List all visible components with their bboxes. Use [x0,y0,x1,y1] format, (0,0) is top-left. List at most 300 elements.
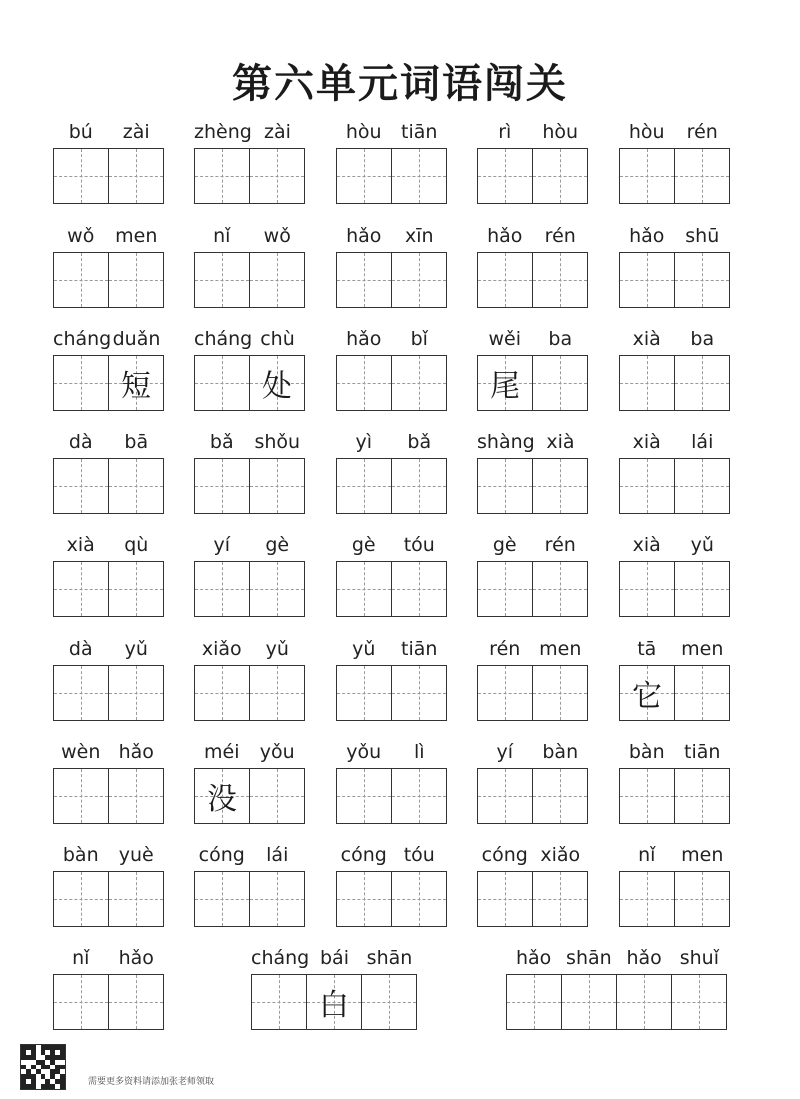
writing-cell[interactable] [108,768,164,824]
pinyin-syllable: hòu [542,121,579,143]
printed-character [337,149,391,203]
pinyin-syllable: hǎo [346,328,382,350]
writing-cell[interactable] [674,561,730,617]
writing-cell[interactable] [477,561,533,617]
printed-character: 尾 [490,369,520,404]
writing-cell[interactable] [532,768,588,824]
pinyin-syllable: nǐ [638,844,656,866]
writing-cell[interactable] [53,355,109,411]
printed-character [478,872,532,926]
writing-cell[interactable] [506,974,562,1030]
pinyin-syllable: hòu [628,121,665,143]
printed-character [54,872,108,926]
pinyin-label [53,946,164,970]
writing-cell[interactable] [108,665,164,721]
pinyin-syllable: yuè [118,844,154,866]
pinyin-syllable: shàng [477,431,535,453]
writing-cell[interactable] [391,871,447,927]
pinyin-label [619,740,730,764]
printed-character [250,872,304,926]
writing-cell[interactable] [336,768,392,824]
printed-character [675,253,729,307]
footer [20,1044,780,1094]
writing-cell[interactable] [249,355,305,411]
tian-zi-ge-boxes [619,561,730,617]
writing-cell[interactable] [477,252,533,308]
writing-cell[interactable] [619,148,675,204]
pinyin-syllable: shān [366,947,413,969]
pinyin-syllable: bǎ [407,431,432,453]
tian-zi-ge-boxes [477,768,588,824]
tian-zi-ge-boxes [194,768,305,824]
writing-cell[interactable] [532,561,588,617]
writing-cell[interactable] [674,871,730,927]
pinyin-syllable: tóu [403,844,435,866]
printed-character [617,975,671,1029]
tian-zi-ge-boxes [619,355,730,411]
pinyin-syllable: qù [124,534,149,556]
pinyin-syllable: ba [548,328,573,350]
writing-cell[interactable] [477,665,533,721]
tian-zi-ge-boxes [194,355,305,411]
pinyin-label [477,430,588,454]
tian-zi-ge-boxes [336,252,447,308]
writing-cell[interactable] [674,355,730,411]
printed-character [195,356,249,410]
printed-character [533,149,587,203]
pinyin-syllable: hǎo [629,225,665,247]
pinyin-syllable: ba [690,328,715,350]
printed-character [337,356,391,410]
printed-character [533,459,587,513]
printed-character [675,459,729,513]
printed-character [337,872,391,926]
printed-character: 白 [319,988,349,1023]
writing-cell[interactable] [194,561,250,617]
pinyin-label [336,430,447,454]
writing-cell[interactable] [53,768,109,824]
printed-character [195,253,249,307]
printed-character [337,459,391,513]
pinyin-syllable: rén [544,534,576,556]
pinyin-syllable: bàn [628,741,665,763]
pinyin-syllable: yǒu [259,741,295,763]
pinyin-syllable: méi [204,741,240,763]
pinyin-syllable: tā [637,638,657,660]
pinyin-label [619,327,730,351]
pinyin-syllable: shǒu [254,431,301,453]
writing-cell[interactable] [336,871,392,927]
printed-character [478,149,532,203]
pinyin-label [194,533,305,557]
printed-character [109,562,163,616]
writing-cell[interactable] [249,252,305,308]
pinyin-syllable: hǎo [118,947,154,969]
writing-cell[interactable] [108,871,164,927]
writing-cell[interactable] [619,355,675,411]
pinyin-syllable: wǒ [263,225,291,247]
writing-cell[interactable] [477,768,533,824]
pinyin-label [477,533,588,557]
printed-character [109,769,163,823]
printed-character [337,253,391,307]
writing-cell[interactable] [194,355,250,411]
printed-character [620,459,674,513]
printed-character [54,253,108,307]
pinyin-label [194,843,305,867]
tian-zi-ge-boxes [477,252,588,308]
printed-character [250,149,304,203]
pinyin-label [53,430,164,454]
writing-cell[interactable] [249,871,305,927]
tian-zi-ge-boxes [619,252,730,308]
pinyin-syllable: men [681,638,724,660]
pinyin-syllable: chù [260,328,295,350]
printed-character [337,562,391,616]
writing-cell[interactable] [108,355,164,411]
printed-character [337,769,391,823]
printed-character [109,872,163,926]
writing-cell[interactable] [561,974,617,1030]
tian-zi-ge-boxes [619,665,730,721]
tian-zi-ge-boxes [53,252,164,308]
pinyin-label [194,637,305,661]
printed-character [675,149,729,203]
tian-zi-ge-boxes [194,561,305,617]
printed-character [54,459,108,513]
pinyin-syllable: shān [566,947,612,969]
pinyin-syllable: cóng [340,844,387,866]
pinyin-syllable: hǎo [626,947,662,969]
pinyin-syllable: hòu [345,121,382,143]
word-row [0,327,800,417]
printed-character [620,356,674,410]
writing-cell[interactable] [194,665,250,721]
writing-cell[interactable] [616,974,672,1030]
writing-cell[interactable] [391,665,447,721]
pinyin-label [477,637,588,661]
printed-character [54,769,108,823]
writing-cell[interactable] [477,148,533,204]
writing-cell[interactable] [53,252,109,308]
printed-character [54,975,108,1029]
tian-zi-ge-boxes [477,871,588,927]
writing-cell[interactable] [619,458,675,514]
pinyin-syllable: yǔ [690,534,714,556]
pinyin-label [477,843,588,867]
writing-cell[interactable] [391,148,447,204]
printed-character [620,149,674,203]
writing-cell[interactable] [336,665,392,721]
pinyin-syllable: yǔ [124,638,148,660]
tian-zi-ge-boxes [619,871,730,927]
pinyin-syllable: xià [632,534,661,556]
pinyin-label [194,120,305,144]
writing-cell[interactable] [336,458,392,514]
printed-character [392,253,446,307]
printed-character [507,975,561,1029]
tian-zi-ge-boxes [194,665,305,721]
tian-zi-ge-boxes [194,252,305,308]
pinyin-syllable: wěi [488,328,521,350]
pinyin-syllable: yǒu [346,741,382,763]
printed-character [392,666,446,720]
tian-zi-ge-boxes [477,561,588,617]
pinyin-label [477,120,588,144]
tian-zi-ge-boxes [477,458,588,514]
writing-cell[interactable] [249,768,305,824]
pinyin-syllable: tiān [684,741,721,763]
writing-cell[interactable] [336,561,392,617]
pinyin-syllable: tóu [403,534,435,556]
tian-zi-ge-boxes [53,458,164,514]
pinyin-syllable: xià [632,431,661,453]
pinyin-label [619,843,730,867]
writing-cell[interactable] [336,355,392,411]
printed-character [109,459,163,513]
printed-character [392,769,446,823]
tian-zi-ge-boxes [53,974,164,1030]
writing-cell[interactable] [477,871,533,927]
writing-cell[interactable] [108,561,164,617]
writing-cell[interactable] [194,148,250,204]
pinyin-label [336,637,447,661]
pinyin-syllable: bǐ [410,328,428,350]
tian-zi-ge-boxes [619,458,730,514]
pinyin-syllable: xià [632,328,661,350]
printed-character [195,872,249,926]
writing-cell[interactable] [194,871,250,927]
tian-zi-ge-boxes [619,148,730,204]
printed-character [392,872,446,926]
writing-cell[interactable] [108,252,164,308]
pinyin-syllable: gè [492,534,517,556]
pinyin-label [619,430,730,454]
writing-cell[interactable] [619,561,675,617]
writing-cell[interactable] [53,148,109,204]
pinyin-syllable: cháng [53,328,112,350]
printed-character [109,975,163,1029]
writing-cell[interactable] [391,768,447,824]
writing-cell[interactable] [619,768,675,824]
tian-zi-ge-boxes [53,768,164,824]
writing-cell[interactable] [391,458,447,514]
printed-character: 处 [262,369,292,404]
writing-cell[interactable] [361,974,417,1030]
pinyin-syllable: nǐ [213,225,231,247]
pinyin-label [53,327,164,351]
word-row [0,946,800,1036]
pinyin-label [194,740,305,764]
pinyin-syllable: zhèng [194,121,252,143]
tian-zi-ge-boxes [336,871,447,927]
printed-character [54,149,108,203]
pinyin-syllable: wǒ [67,225,95,247]
tian-zi-ge-boxes [53,871,164,927]
tian-zi-ge-boxes [336,561,447,617]
pinyin-label [194,224,305,248]
printed-character [478,562,532,616]
printed-character [478,459,532,513]
pinyin-label [53,533,164,557]
printed-character [252,975,306,1029]
writing-cell[interactable] [108,974,164,1030]
pinyin-syllable: xiǎo [540,844,581,866]
writing-cell[interactable] [674,768,730,824]
writing-cell[interactable] [477,355,533,411]
writing-cell[interactable] [306,974,362,1030]
word-row [0,430,800,520]
pinyin-label [251,946,417,970]
printed-character [533,562,587,616]
writing-cell[interactable] [194,768,250,824]
pinyin-syllable: zài [122,121,150,143]
printed-character [195,562,249,616]
writing-cell[interactable] [674,148,730,204]
pinyin-syllable: xiǎo [201,638,242,660]
writing-cell[interactable] [249,148,305,204]
writing-cell[interactable] [336,148,392,204]
writing-cell[interactable] [671,974,727,1030]
word-row [0,224,800,314]
pinyin-label [336,740,447,764]
printed-character [675,769,729,823]
writing-cell[interactable] [532,148,588,204]
writing-cell[interactable] [53,458,109,514]
writing-cell[interactable] [249,561,305,617]
tian-zi-ge-boxes [619,768,730,824]
pinyin-syllable: rén [544,225,576,247]
pinyin-syllable: rì [498,121,512,143]
writing-cell[interactable] [108,148,164,204]
printed-character [675,562,729,616]
writing-cell[interactable] [391,561,447,617]
pinyin-label [619,637,730,661]
tian-zi-ge-boxes [336,665,447,721]
pinyin-syllable: hǎo [118,741,154,763]
pinyin-syllable: bái [320,947,349,969]
writing-cell[interactable] [532,871,588,927]
pinyin-syllable: tiān [401,638,438,660]
pinyin-syllable: gè [351,534,376,556]
tian-zi-ge-boxes [336,355,447,411]
writing-cell[interactable] [674,458,730,514]
writing-cell[interactable] [251,974,307,1030]
tian-zi-ge-boxes [477,355,588,411]
pinyin-syllable: lái [691,431,714,453]
pinyin-syllable: yǔ [265,638,289,660]
printed-character [392,459,446,513]
writing-cell[interactable] [391,355,447,411]
printed-character [533,769,587,823]
writing-cell[interactable] [619,252,675,308]
pinyin-syllable: cóng [481,844,528,866]
pinyin-syllable: shuǐ [679,947,719,969]
printed-character [478,769,532,823]
pinyin-syllable: dà [68,431,93,453]
pinyin-syllable: zài [264,121,291,143]
footer-text: 需要更多资料请添加张老师领取 [88,1077,215,1087]
writing-cell[interactable] [108,458,164,514]
pinyin-syllable: bàn [62,844,99,866]
writing-cell[interactable] [674,665,730,721]
printed-character [109,149,163,203]
printed-character [195,149,249,203]
writing-cell[interactable] [532,355,588,411]
tian-zi-ge-boxes [336,458,447,514]
printed-character [478,253,532,307]
printed-character [250,562,304,616]
printed-character [195,459,249,513]
tian-zi-ge-boxes [194,148,305,204]
writing-cell[interactable] [53,665,109,721]
writing-cell[interactable] [53,974,109,1030]
writing-cell[interactable] [53,871,109,927]
pinyin-syllable: men [115,225,158,247]
writing-cell[interactable] [391,252,447,308]
pinyin-label [506,946,727,970]
writing-cell[interactable] [674,252,730,308]
pinyin-syllable: hǎo [487,225,523,247]
tian-zi-ge-boxes [506,974,727,1030]
writing-cell[interactable] [53,561,109,617]
printed-character [54,562,108,616]
tian-zi-ge-boxes [477,665,588,721]
printed-character [250,769,304,823]
pinyin-syllable: bàn [542,741,579,763]
pinyin-syllable: yǔ [352,638,376,660]
pinyin-label [336,533,447,557]
pinyin-syllable: hǎo [346,225,382,247]
pinyin-syllable: rén [686,121,718,143]
printed-character [533,666,587,720]
pinyin-syllable: yí [496,741,514,763]
printed-character [675,666,729,720]
pinyin-syllable: lái [266,844,289,866]
writing-cell[interactable] [619,871,675,927]
pinyin-syllable: duǎn [112,328,161,350]
printed-character [54,356,108,410]
writing-cell[interactable] [532,458,588,514]
pinyin-label [336,224,447,248]
printed-character [533,356,587,410]
pinyin-syllable: bú [68,121,93,143]
writing-cell[interactable] [194,252,250,308]
pinyin-label [336,120,447,144]
pinyin-syllable: wèn [61,741,101,763]
pinyin-syllable: rén [489,638,521,660]
pinyin-syllable: bā [124,431,149,453]
writing-cell[interactable] [336,252,392,308]
writing-cell[interactable] [532,665,588,721]
printed-character: 短 [121,369,151,404]
writing-cell[interactable] [477,458,533,514]
pinyin-label [53,120,164,144]
printed-character [620,253,674,307]
tian-zi-ge-boxes [194,458,305,514]
printed-character [109,253,163,307]
printed-character [250,666,304,720]
writing-cell[interactable] [194,458,250,514]
pinyin-syllable: men [681,844,724,866]
writing-cell[interactable] [532,252,588,308]
pinyin-syllable: xīn [404,225,434,247]
qr-code-icon [20,1044,66,1090]
writing-cell[interactable] [249,665,305,721]
writing-cell[interactable] [619,665,675,721]
word-row [0,120,800,210]
writing-cell[interactable] [249,458,305,514]
